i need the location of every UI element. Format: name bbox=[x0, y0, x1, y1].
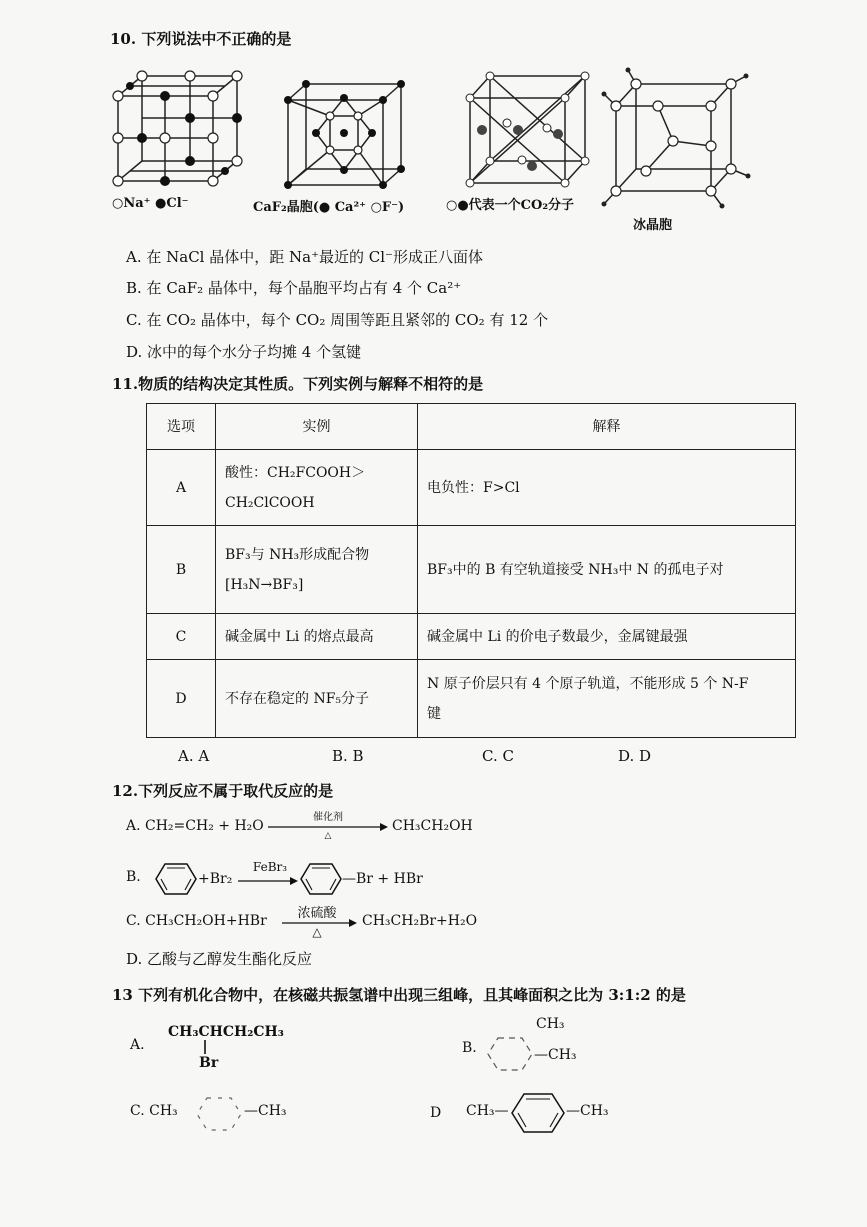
q13-a-label: A. bbox=[130, 1037, 145, 1053]
q11-table bbox=[146, 403, 796, 738]
bond-line bbox=[203, 1040, 207, 1054]
q13-d-right: —CH₃ bbox=[566, 1103, 609, 1119]
q13-a-sub: Br bbox=[199, 1055, 219, 1071]
q12-c-cond-top: 浓硫酸 bbox=[297, 906, 337, 921]
caf2-caption: CaF₂晶胞(● Ca²⁺ ○F⁻) bbox=[253, 200, 405, 215]
q12-b-reagent: +Br₂ bbox=[198, 871, 233, 887]
co2-crystal-diagram bbox=[462, 68, 592, 193]
q12-stem: 12.下列反应不属于取代反应的是 bbox=[112, 782, 334, 800]
q12-b-cond: FeBr₃ bbox=[252, 860, 288, 874]
q12-a-left: A. CH₂=CH₂ + H₂O bbox=[126, 818, 264, 834]
row-example: 不存在稳定的 NF₅分子 bbox=[216, 660, 418, 738]
q11-answer-b: B. B bbox=[332, 747, 364, 765]
q12-option-d: D. 乙酸与乙醇发生酯化反应 bbox=[126, 950, 313, 968]
benzene-ring-icon bbox=[300, 862, 342, 896]
q10-option-b: B. 在 CaF₂ 晶体中，每个晶胞平均占有 4 个 Ca²⁺ bbox=[126, 279, 462, 297]
q12-b-product: —Br + HBr bbox=[342, 871, 423, 887]
q13-d-left: CH₃— bbox=[466, 1103, 509, 1119]
benzene-ring-icon bbox=[510, 1092, 566, 1134]
q13-b-top: CH₃ bbox=[536, 1016, 565, 1032]
q10-option-d: D. 冰中的每个水分子均摊 4 个氢键 bbox=[126, 343, 362, 361]
q12-c-left: C. CH₃CH₂OH+HBr bbox=[126, 913, 267, 929]
q10-option-a: A. 在 NaCl 晶体中，距 Na⁺最近的 Cl⁻形成正八面体 bbox=[126, 248, 483, 266]
nacl-crystal-diagram bbox=[110, 68, 245, 193]
benzene-ring-icon bbox=[486, 1034, 534, 1074]
q10-option-c: C. 在 CO₂ 晶体中，每个 CO₂ 周围等距且紧邻的 CO₂ 有 12 个 bbox=[126, 311, 549, 329]
q12-c-cond-bottom: △ bbox=[312, 925, 322, 939]
q12-a-cond-top: 催化剂 bbox=[313, 812, 343, 823]
q13-d-label: D bbox=[430, 1105, 442, 1121]
ice-crystal-diagram bbox=[598, 66, 753, 211]
q11-stem: 11.物质的结构决定其性质。下列实例与解释不相符的是 bbox=[112, 375, 484, 393]
reaction-arrow bbox=[238, 876, 298, 886]
q13-a-main: CH₃CHCH₂CH₃ bbox=[168, 1024, 284, 1040]
q10-stem: 10. 下列说法中不正确的是 bbox=[110, 30, 292, 48]
q13-b-label: B. bbox=[462, 1040, 477, 1056]
row-reason: BF₃中的 B 有空轨道接受 NH₃中 N 的孤电子对 bbox=[418, 526, 796, 614]
q13-c-right: —CH₃ bbox=[244, 1103, 287, 1119]
row-option: C bbox=[147, 614, 216, 660]
row-reason: 碱金属中 Li 的价电子数最少，金属键最强 bbox=[418, 614, 796, 660]
table-row bbox=[147, 614, 796, 660]
q13-c-label: C. CH₃ bbox=[130, 1103, 178, 1119]
row-option: A bbox=[147, 450, 216, 526]
q11-answer-c: C. C bbox=[482, 747, 514, 765]
table-row bbox=[147, 450, 796, 526]
caf2-crystal-diagram bbox=[282, 78, 407, 193]
row-reason: N 原子价层只有 4 个原子轨道，不能形成 5 个 N-F 键 bbox=[418, 660, 796, 738]
table-header-row bbox=[147, 404, 796, 450]
q11-answer-d: D. D bbox=[618, 747, 652, 765]
q12-c-right: CH₃CH₂Br+H₂O bbox=[362, 913, 478, 929]
row-reason: 电负性：F>Cl bbox=[418, 450, 796, 526]
benzene-ring-icon bbox=[155, 862, 197, 896]
table-header-reason: 解释 bbox=[418, 404, 796, 450]
row-example: 碱金属中 Li 的熔点最高 bbox=[216, 614, 418, 660]
nacl-caption: ○Na⁺ ●Cl⁻ bbox=[112, 196, 189, 211]
q13-stem: 13 下列有机化合物中，在核磁共振氢谱中出现三组峰，且其峰面积之比为 3:1:2 的是 bbox=[112, 986, 686, 1004]
row-example: 酸性：CH₂FCOOH＞ CH₂ClCOOH bbox=[216, 450, 418, 526]
q12-a-right: CH₃CH₂OH bbox=[392, 818, 473, 834]
q12-b-label: B. bbox=[126, 869, 141, 885]
row-option: D bbox=[147, 660, 216, 738]
row-option: B bbox=[147, 526, 216, 614]
ice-caption: 冰晶胞 bbox=[633, 218, 673, 233]
q12-a-cond-bottom: △ bbox=[324, 831, 332, 841]
q13-b-right: —CH₃ bbox=[534, 1047, 577, 1063]
table-header-example: 实例 bbox=[216, 404, 418, 450]
row-example: BF₃与 NH₃形成配合物 [H₃N→BF₃] bbox=[216, 526, 418, 614]
table-row bbox=[147, 660, 796, 738]
benzene-ring-icon bbox=[195, 1094, 243, 1136]
table-row bbox=[147, 526, 796, 614]
table-header-option: 选项 bbox=[147, 404, 216, 450]
co2-caption: ○●代表一个CO₂分子 bbox=[446, 198, 575, 213]
q11-answer-a: A. A bbox=[178, 747, 210, 765]
